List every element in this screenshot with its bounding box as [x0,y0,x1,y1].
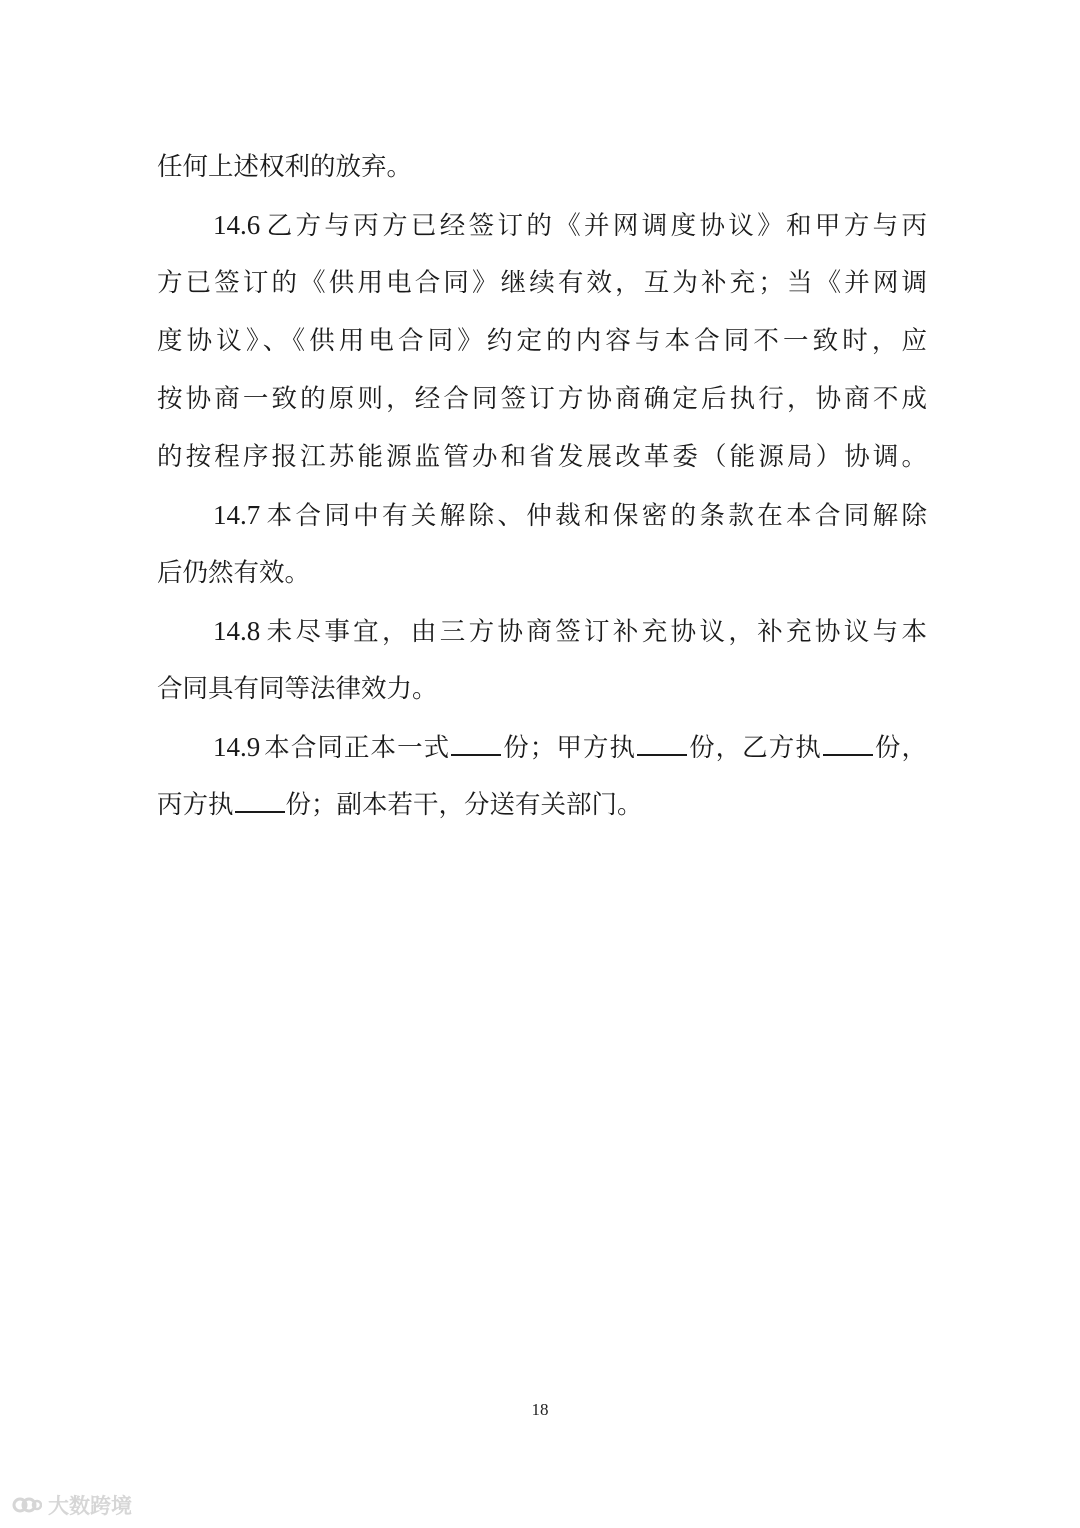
watermark-text: 大数跨境 [48,1494,132,1518]
clause-number: 14.9 [213,732,261,762]
clause-number: 14.6 [213,210,261,240]
clause-14-9-line-2 [157,776,927,834]
watermark [12,1490,132,1520]
clause-text: 份；副本若干，分送有关部门。 [285,790,643,820]
fill-blank [823,732,873,756]
clause-number: 14.8 [213,616,261,646]
page-number: 18 [531,1400,549,1419]
clause-text: 未尽事宜，由三方协商签订补充协议，补充协议与本 [263,617,927,647]
clause-text: 份， [873,733,927,763]
clause-14-8-line-2: 合同具有同等法律效力。 [157,674,438,704]
clause-text: 份，乙方执 [688,733,822,763]
clause-14-9-line-1 [157,718,927,776]
clause-text: 丙方执 [157,790,234,820]
clause-number: 14.7 [213,500,261,530]
clause-14-8-line-1 [157,602,927,660]
clause-text: 份；甲方执 [502,733,637,763]
clause-14-6-line-5: 的按程序报江苏能源监管办和省发展改革委（能源局）协调。 [157,442,927,472]
clause-14-7-line-1 [157,486,927,544]
fill-blank [451,732,501,756]
paragraph-continuation: 任何上述权利的放弃。 [157,152,413,182]
clause-14-6-line-4: 按协商一致的原则，经合同签订方协商确定后执行，协商不成 [157,384,927,414]
clause-14-6-line-1 [157,196,927,254]
clause-14-7-line-2: 后仍然有效。 [157,558,311,588]
document-body [157,138,927,834]
fill-blank [637,732,687,756]
clause-text: 乙方与丙方已经签订的《并网调度协议》和甲方与丙 [263,211,927,241]
clause-text: 本合同正本一式 [263,733,451,763]
clause-text: 本合同中有关解除、仲裁和保密的条款在本合同解除 [263,501,927,531]
clause-14-6-line-3: 度协议》、《供用电合同》约定的内容与本合同不一致时，应 [157,326,927,356]
clause-14-6-line-2: 方已签订的《供用电合同》继续有效，互为补充；当《并网调 [157,268,927,298]
fill-blank [235,789,285,813]
logo-icon [12,1492,42,1518]
